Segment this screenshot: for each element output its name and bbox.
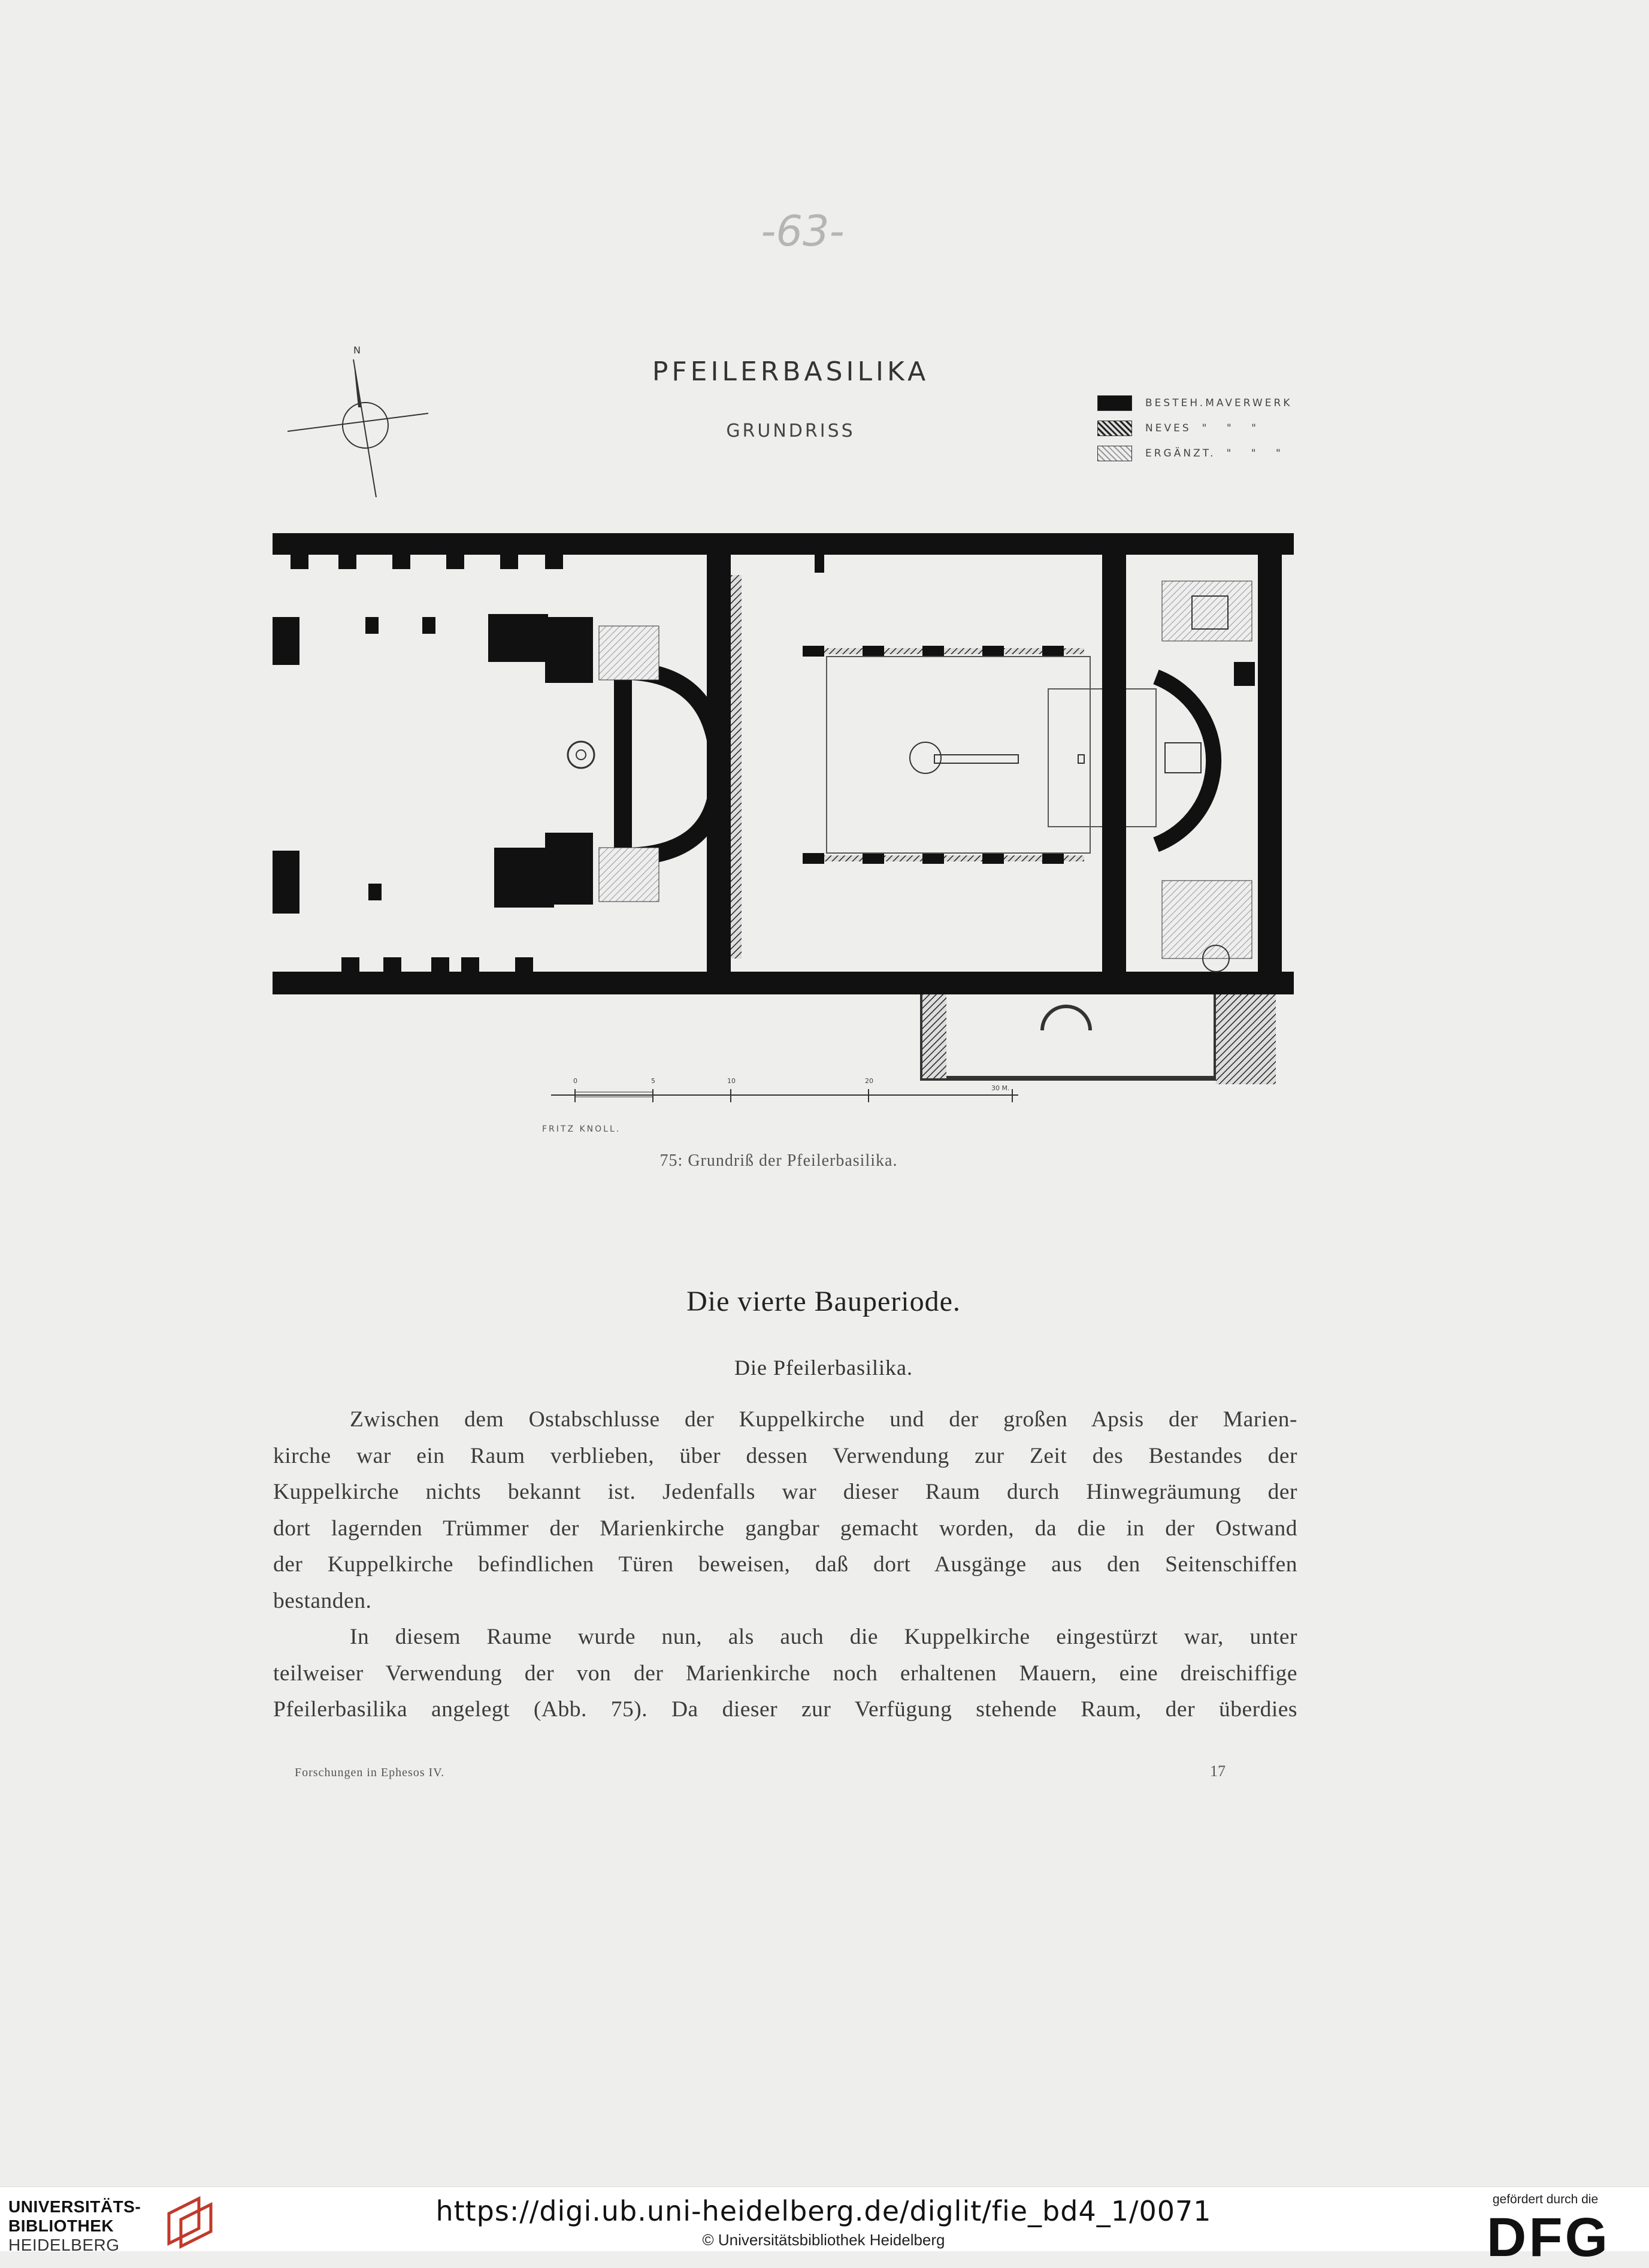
library-line-3: HEIDELBERG [8,2236,120,2254]
text-line: bestanden. [273,1588,372,1613]
text-line: kirche war ein Raum verblieben, über dessen Verwendung zur Zeit des Bestandes der [273,1443,1297,1468]
figure-caption: 75: Grundriß der Pfeilerbasilika. [659,1151,898,1170]
compass-north-label: N [353,344,361,356]
body-text [273,1402,1297,1728]
scale-label: 30 M. [991,1084,1010,1092]
scale-label: 20 [865,1077,873,1085]
page-footer-signature: 17 [1210,1762,1226,1780]
text-line: Pfeilerbasilika angelegt (Abb. 75). Da dieser zur Verfügung stehende Raum, der überdies [273,1697,1297,1722]
library-line-2: BIBLIOTHEK [8,2216,114,2235]
plan-legend [1097,391,1292,466]
scale-bar [551,1072,1018,1117]
draftsman-signature: FRITZ KNOLL. [542,1124,621,1134]
pencil-page-number: -63- [761,207,845,256]
text-line: In diesem Raume wurde nun, als auch die Kuppelkirche eingestürzt war, unter [350,1625,1297,1649]
scale-label: 0 [573,1077,577,1085]
text-line: Kuppelkirche nichts bekannt ist. Jedenfalls war dieser Raum durch Hinwegräumung der [273,1480,1297,1504]
text-line: dort lagernden Trümmer der Marienkirche gangbar gemacht worden, da die in der Ostwand [273,1516,1297,1541]
legend-existing [1097,391,1292,416]
legend-ditto: " " " [1226,447,1289,459]
funded-by-label: gefördert durch die [1492,2193,1599,2206]
legend-label: BESTEH.MAVERWERK [1145,397,1293,409]
plan-title: PFEILERBASILIKA [652,356,930,387]
library-logo-text[interactable] [8,2197,141,2255]
text-line: teilweiser Verwendung der von der Marienkirche noch erhaltenen Mauern, eine dreischiffige [273,1661,1297,1686]
legend-swatch-dots [1097,446,1132,461]
legend-new [1097,416,1292,441]
legend-restored [1097,441,1292,466]
scale-label: 5 [651,1077,655,1085]
legend-ditto: " " " [1202,422,1264,434]
legend-swatch-hatch [1097,421,1132,436]
dfg-logo[interactable]: DFG [1486,2207,1611,2268]
permalink-url[interactable]: https://digi.ub.uni-heidelberg.de/diglit/fie_bd4_1/0071 [435,2195,1212,2227]
legend-label: ERGÄNZT. [1145,447,1216,459]
page-footer-series: Forschungen in Ephesos IV. [295,1766,445,1779]
scale-label: 10 [727,1077,736,1085]
text-line: der Kuppelkirche befindlichen Türen beweisen, daß dort Ausgänge aus den Seitenschiffen [273,1552,1297,1577]
plan-subtitle: GRUNDRISS [726,421,855,441]
legend-label: NEVES [1145,422,1191,434]
legend-swatch-solid [1097,395,1132,411]
north-arrow-compass [288,341,437,506]
section-heading: Die vierte Bauperiode. [686,1286,961,1317]
library-logo-icon[interactable] [163,2196,229,2252]
text-line: Zwischen dem Ostabschlusse der Kuppelkirche und der großen Apsis der Marien- [350,1407,1297,1432]
sub-heading: Die Pfeilerbasilika. [734,1356,913,1380]
floor-plan-drawing [264,521,1306,1099]
copyright-notice: © Universitätsbibliothek Heidelberg [702,2231,945,2249]
library-line-1: UNIVERSITÄTS- [8,2197,141,2216]
